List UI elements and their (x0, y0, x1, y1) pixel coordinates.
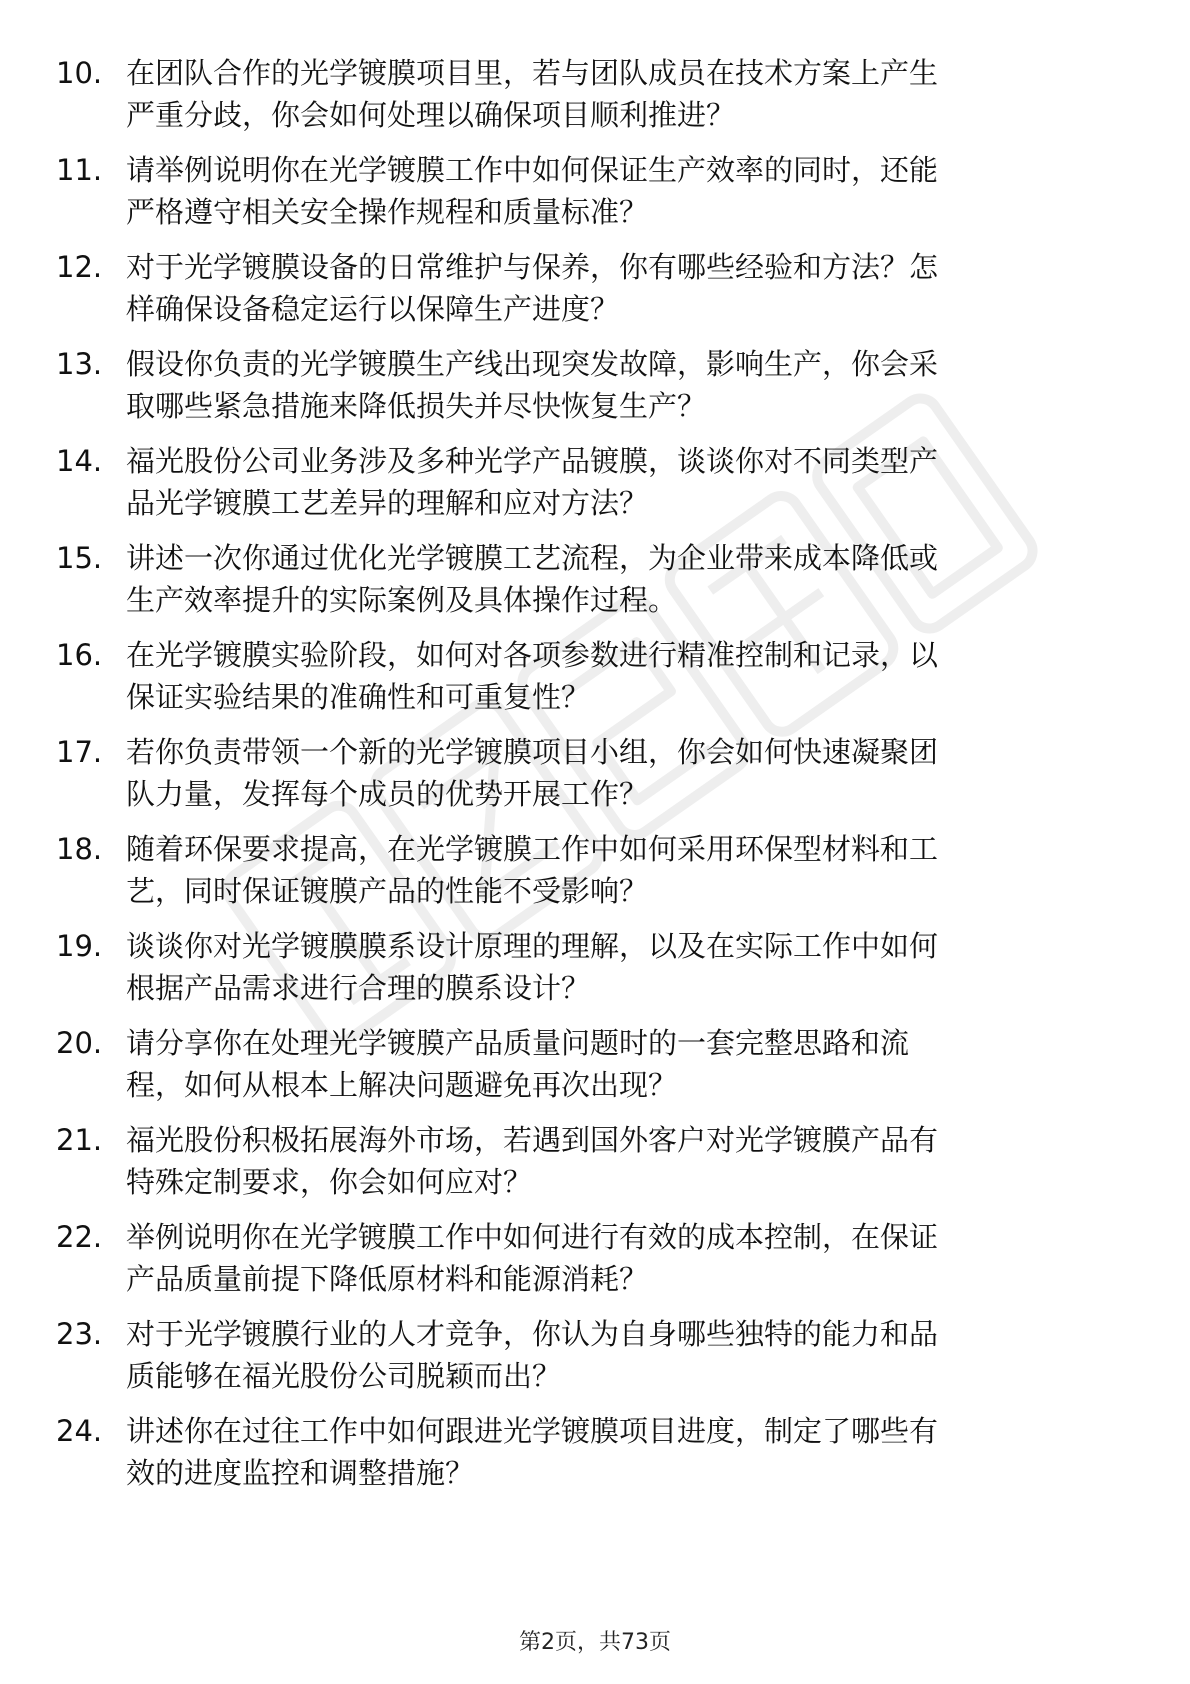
question-number: 19. (56, 929, 103, 963)
question-text (126, 1119, 1136, 1203)
question-line: 随着环保要求提高，在光学镀膜工作中如何采用环保型材料和工 (126, 832, 939, 866)
question-line: 在光学镀膜实验阶段，如何对各项参数进行精准控制和记录，以 (126, 638, 939, 672)
question-line: 若你负责带领一个新的光学镀膜项目小组，你会如何快速凝聚团 (126, 735, 939, 769)
question-line: 保证实验结果的准确性和可重复性？ (126, 680, 591, 714)
question-number: 16. (56, 638, 103, 672)
question-text (126, 1216, 1136, 1300)
question-item (0, 1119, 1190, 1216)
question-line: 严重分歧，你会如何处理以确保项目顺利推进？ (126, 98, 736, 132)
question-number: 22. (56, 1220, 103, 1254)
question-item (0, 149, 1190, 246)
question-line: 品光学镀膜工艺差异的理解和应对方法？ (126, 486, 649, 520)
question-number: 13. (56, 347, 103, 381)
question-item (0, 1313, 1190, 1410)
question-number: 12. (56, 250, 103, 284)
question-text (126, 246, 1136, 330)
question-line: 讲述你在过往工作中如何跟进光学镀膜项目进度，制定了哪些有 (126, 1414, 939, 1448)
question-line: 程，如何从根本上解决问题避免再次出现？ (126, 1068, 678, 1102)
question-item (0, 537, 1190, 634)
question-text (126, 731, 1136, 815)
question-text (126, 1022, 1136, 1106)
question-item (0, 246, 1190, 343)
question-item (0, 1410, 1190, 1507)
question-line: 队力量，发挥每个成员的优势开展工作？ (126, 777, 649, 811)
question-line: 样确保设备稳定运行以保障生产进度？ (126, 292, 620, 326)
question-line: 讲述一次你通过优化光学镀膜工艺流程，为企业带来成本降低或 (126, 541, 939, 575)
question-number: 11. (56, 153, 103, 187)
question-number: 18. (56, 832, 103, 866)
question-text (126, 1410, 1136, 1494)
question-line: 请分享你在处理光学镀膜产品质量问题时的一套完整思路和流 (126, 1026, 910, 1060)
question-line: 质能够在福光股份公司脱颖而出？ (126, 1359, 562, 1393)
question-number: 17. (56, 735, 103, 769)
question-item (0, 925, 1190, 1022)
question-line: 效的进度监控和调整措施？ (126, 1456, 475, 1490)
question-text (126, 1313, 1136, 1397)
question-text (126, 634, 1136, 718)
question-item (0, 634, 1190, 731)
question-line: 对于光学镀膜设备的日常维护与保养，你有哪些经验和方法？怎 (126, 250, 939, 284)
question-number: 21. (56, 1123, 103, 1157)
question-line: 严格遵守相关安全操作规程和质量标准？ (126, 195, 649, 229)
question-text (126, 828, 1136, 912)
question-line: 请举例说明你在光学镀膜工作中如何保证生产效率的同时，还能 (126, 153, 939, 187)
question-text (126, 537, 1136, 621)
question-number: 20. (56, 1026, 103, 1060)
question-line: 生产效率提升的实际案例及具体操作过程。 (126, 583, 678, 617)
question-line: 假设你负责的光学镀膜生产线出现突发故障，影响生产，你会采 (126, 347, 939, 381)
question-text (126, 149, 1136, 233)
question-line: 福光股份积极拓展海外市场，若遇到国外客户对光学镀膜产品有 (126, 1123, 939, 1157)
question-item (0, 828, 1190, 925)
question-item (0, 1022, 1190, 1119)
question-line: 举例说明你在光学镀膜工作中如何进行有效的成本控制，在保证 (126, 1220, 939, 1254)
question-line: 特殊定制要求，你会如何应对？ (126, 1165, 533, 1199)
question-number: 23. (56, 1317, 103, 1351)
question-line: 在团队合作的光学镀膜项目里，若与团队成员在技术方案上产生 (126, 56, 939, 90)
page-footer: 第2页，共73页 (519, 1630, 671, 1655)
question-line: 福光股份公司业务涉及多种光学产品镀膜，谈谈你对不同类型产 (126, 444, 939, 478)
question-item (0, 343, 1190, 440)
question-number: 10. (56, 56, 103, 90)
question-item (0, 440, 1190, 537)
question-text (126, 440, 1136, 524)
question-item (0, 1216, 1190, 1313)
question-line: 对于光学镀膜行业的人才竞争，你认为自身哪些独特的能力和品 (126, 1317, 939, 1351)
question-line: 谈谈你对光学镀膜膜系设计原理的理解，以及在实际工作中如何 (126, 929, 939, 963)
question-text (126, 343, 1136, 427)
question-text (126, 925, 1136, 1009)
question-list (0, 52, 1190, 1507)
question-number: 24. (56, 1414, 103, 1448)
question-line: 取哪些紧急措施来降低损失并尽快恢复生产？ (126, 389, 707, 423)
question-item (0, 52, 1190, 149)
question-number: 14. (56, 444, 103, 478)
question-item (0, 731, 1190, 828)
question-number: 15. (56, 541, 103, 575)
question-line: 艺，同时保证镀膜产品的性能不受影响？ (126, 874, 649, 908)
question-line: 根据产品需求进行合理的膜系设计？ (126, 971, 591, 1005)
question-text (126, 52, 1136, 136)
question-line: 产品质量前提下降低原材料和能源消耗？ (126, 1262, 649, 1296)
